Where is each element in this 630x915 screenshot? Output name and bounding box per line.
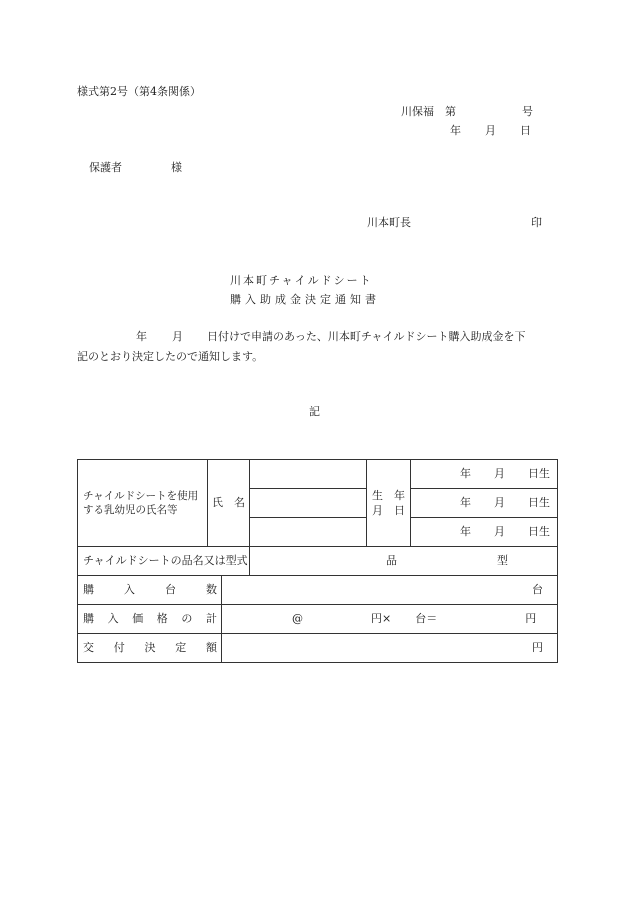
price-qty-equals: 台＝ — [415, 611, 438, 625]
price-yen-times: 円× — [371, 611, 392, 625]
body-month: 月 — [172, 330, 183, 343]
product-model-label: 型 — [497, 553, 508, 567]
name-field-3[interactable] — [250, 518, 367, 547]
quantity-unit: 台 — [532, 582, 543, 596]
product-field[interactable] — [250, 547, 558, 576]
birthdate-field-1[interactable]: 年 月 日生 — [411, 460, 558, 489]
doc-title-line2: 購入助成金決定通知書 — [230, 293, 380, 306]
seal-mark: 印 — [531, 216, 542, 229]
birthdate-field-2[interactable]: 年 月 日生 — [411, 489, 558, 518]
recipient-honorific: 様 — [171, 161, 182, 174]
name-field-2[interactable] — [250, 489, 367, 518]
price-total-field[interactable] — [222, 605, 558, 634]
product-name-label: 品 — [386, 553, 397, 567]
grant-amount-unit: 円 — [532, 640, 543, 654]
reference-suffix: 号 — [522, 105, 533, 118]
birthdate-field-3[interactable]: 年 月 日生 — [411, 518, 558, 547]
date-month: 月 — [485, 124, 496, 137]
body-year: 年 — [136, 330, 147, 343]
grant-amount-label: 交 付 決 定 額 — [78, 634, 222, 663]
doc-title-line1: 川本町チャイルドシート — [230, 274, 373, 287]
body-text-line2: 記のとおり決定したので通知します。 — [77, 350, 264, 363]
quantity-label: 購 入 台 数 — [78, 576, 222, 605]
birthdate-label: 生 年 月 日 — [367, 460, 411, 547]
reference-prefix: 川保福 第 — [401, 105, 456, 118]
product-label: チャイルドシートの品名又は型式 — [78, 547, 250, 576]
grant-table — [77, 459, 558, 663]
recipient-label: 保護者 — [89, 161, 122, 174]
child-info-label: チャイルドシートを使用する乳幼児の氏名等 — [78, 460, 208, 547]
price-at-sign: @ — [292, 611, 303, 625]
price-total-label: 購 入 価 格 の 計 — [78, 605, 222, 634]
name-field-1[interactable] — [250, 460, 367, 489]
grant-amount-field[interactable] — [222, 634, 558, 663]
ki-heading: 記 — [309, 405, 320, 418]
price-unit: 円 — [525, 611, 537, 625]
date-day: 日 — [520, 124, 531, 137]
date-year: 年 — [450, 124, 461, 137]
body-text-line1: 日付けで申請のあった、川本町チャイルドシート購入助成金を下 — [207, 330, 526, 343]
form-number: 様式第2号（第4条関係） — [77, 85, 201, 98]
name-label: 氏 名 — [208, 460, 250, 547]
sender-title: 川本町長 — [367, 216, 411, 229]
quantity-field[interactable] — [222, 576, 558, 605]
